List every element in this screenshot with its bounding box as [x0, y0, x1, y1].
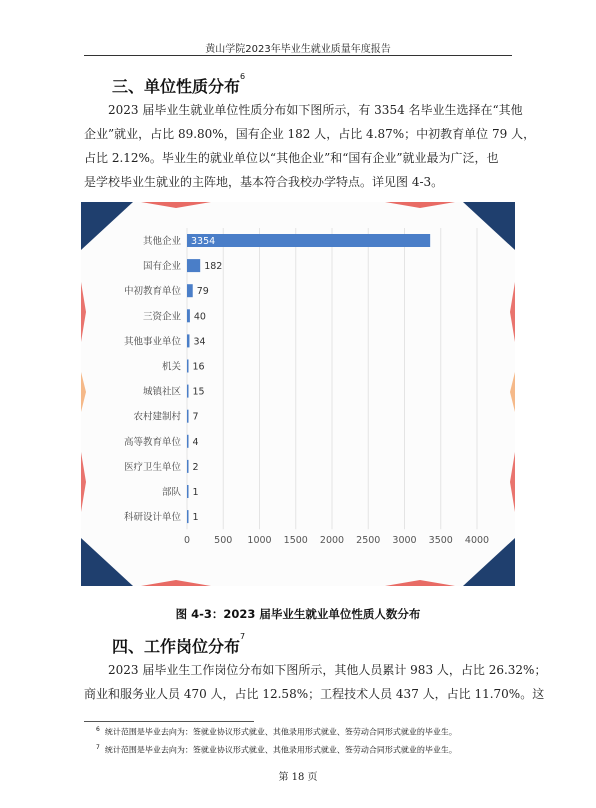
edge-decoration: [510, 452, 515, 512]
footnote-7: $^7$ 统计范围是毕业去向为：签就业协议形式就业、其他录用形式就业、签劳动合同形式就业的毕业生。: [96, 744, 457, 755]
category-label: 部队: [161, 487, 181, 498]
data-label: 34: [193, 336, 206, 348]
chart-figure: [81, 202, 515, 586]
x-tick-label: 1500: [283, 535, 308, 547]
bar: [187, 334, 189, 347]
corner-decoration: [81, 538, 133, 586]
paragraph-line: 占比 2.12%。毕业生的就业单位以“其他企业”和“国有企业”就业最为广泛，也: [84, 151, 499, 165]
x-tick-label: 3500: [428, 535, 453, 547]
section-3-paragraph: [84, 98, 536, 194]
paragraph-line: 企业”就业，占比 89.80%，国有企业 182 人，占比 4.87%；中初教育单位 79 人，: [84, 127, 536, 141]
edge-decoration: [385, 580, 455, 586]
bar: [187, 259, 200, 272]
category-label: 其他企业: [142, 236, 181, 247]
x-tick-label: 2000: [319, 535, 345, 547]
x-tick-label: 2500: [356, 535, 381, 547]
category-label: 中初教育单位: [123, 286, 181, 298]
bar: [187, 309, 190, 322]
edge-decoration: [81, 372, 86, 412]
edge-decoration: [510, 282, 515, 342]
page-number: 第 18 页: [278, 772, 318, 783]
category-label: 高等教育单位: [123, 436, 181, 448]
bar: [187, 435, 189, 448]
data-label: 2: [192, 461, 199, 473]
edge-decoration: [141, 202, 211, 208]
footnote-rule: [84, 721, 254, 722]
x-tick-label: 500: [214, 535, 233, 547]
data-label: 79: [196, 286, 209, 298]
category-label: 三资企业: [142, 311, 181, 323]
category-label: 农村建制村: [133, 411, 181, 423]
data-label: 16: [192, 361, 205, 373]
x-tick-label: 0: [183, 535, 191, 547]
header-rule: [84, 55, 512, 56]
paragraph-line: 2023 届毕业生工作岗位分布如下图所示，其他人员累计 983 人，占比 26.32%；: [108, 663, 547, 677]
bar: [187, 284, 193, 297]
bar: [187, 234, 430, 247]
paragraph-line: 商业和服务业人员 470 人，占比 12.58%；工程技术人员 437 人，占比 11.70%。这: [84, 687, 545, 701]
edge-decoration: [141, 580, 211, 586]
bar: [187, 410, 189, 423]
bar: [187, 460, 189, 473]
category-label: 国有企业: [142, 261, 181, 273]
edge-decoration: [510, 372, 515, 412]
corner-decoration: [463, 202, 515, 250]
paragraph-line: 2023 届毕业生就业单位性质分布如下图所示，有 3354 名毕业生选择在“其他: [108, 103, 523, 117]
data-label: 15: [192, 386, 205, 398]
data-label: 7: [192, 411, 199, 423]
footnote-6: $^6$ 统计范围是毕业去向为：签就业协议形式就业、其他录用形式就业、签劳动合同形式就业的毕业生。: [96, 726, 457, 737]
x-tick-label: 3000: [392, 535, 417, 547]
data-label: 182: [204, 261, 223, 273]
data-label: 3354: [191, 236, 216, 247]
x-tick-label: 4000: [464, 535, 490, 547]
category-label: 科研设计单位: [123, 512, 181, 524]
edge-decoration: [385, 202, 455, 208]
footnote-ref-6: 6: [240, 72, 246, 81]
data-label: 1: [192, 487, 199, 498]
bar: [187, 485, 189, 498]
section-3-title: 三、单位性质分布$^6$: [112, 72, 246, 96]
data-label: 1: [192, 512, 199, 524]
bar-chart: [81, 202, 515, 586]
x-tick-label: 1000: [247, 535, 272, 547]
category-label: 机关: [161, 361, 181, 373]
edge-decoration: [81, 452, 86, 512]
page-header: 黄山学院2023年毕业生就业质量年度报告: [205, 44, 391, 55]
bar: [187, 385, 189, 398]
paragraph-line: 是学校毕业生就业的主阵地，基本符合我校办学特点。详见图 4-3。: [84, 175, 444, 189]
corner-decoration: [81, 202, 133, 250]
category-label: 其他事业单位: [123, 336, 181, 348]
category-label: 城镇社区: [142, 386, 181, 398]
category-label: 医疗卫生单位: [123, 461, 181, 473]
data-label: 4: [192, 436, 199, 448]
footnote-ref-7: 7: [240, 632, 246, 641]
edge-decoration: [81, 282, 86, 342]
section-4-title: 四、工作岗位分布$^7$: [112, 632, 246, 656]
section-4-paragraph: [84, 658, 547, 706]
bar: [187, 360, 189, 373]
data-label: 40: [193, 311, 206, 323]
bar: [187, 510, 189, 523]
figure-caption: 图 4-3：2023 届毕业生就业单位性质人数分布: [175, 607, 421, 621]
